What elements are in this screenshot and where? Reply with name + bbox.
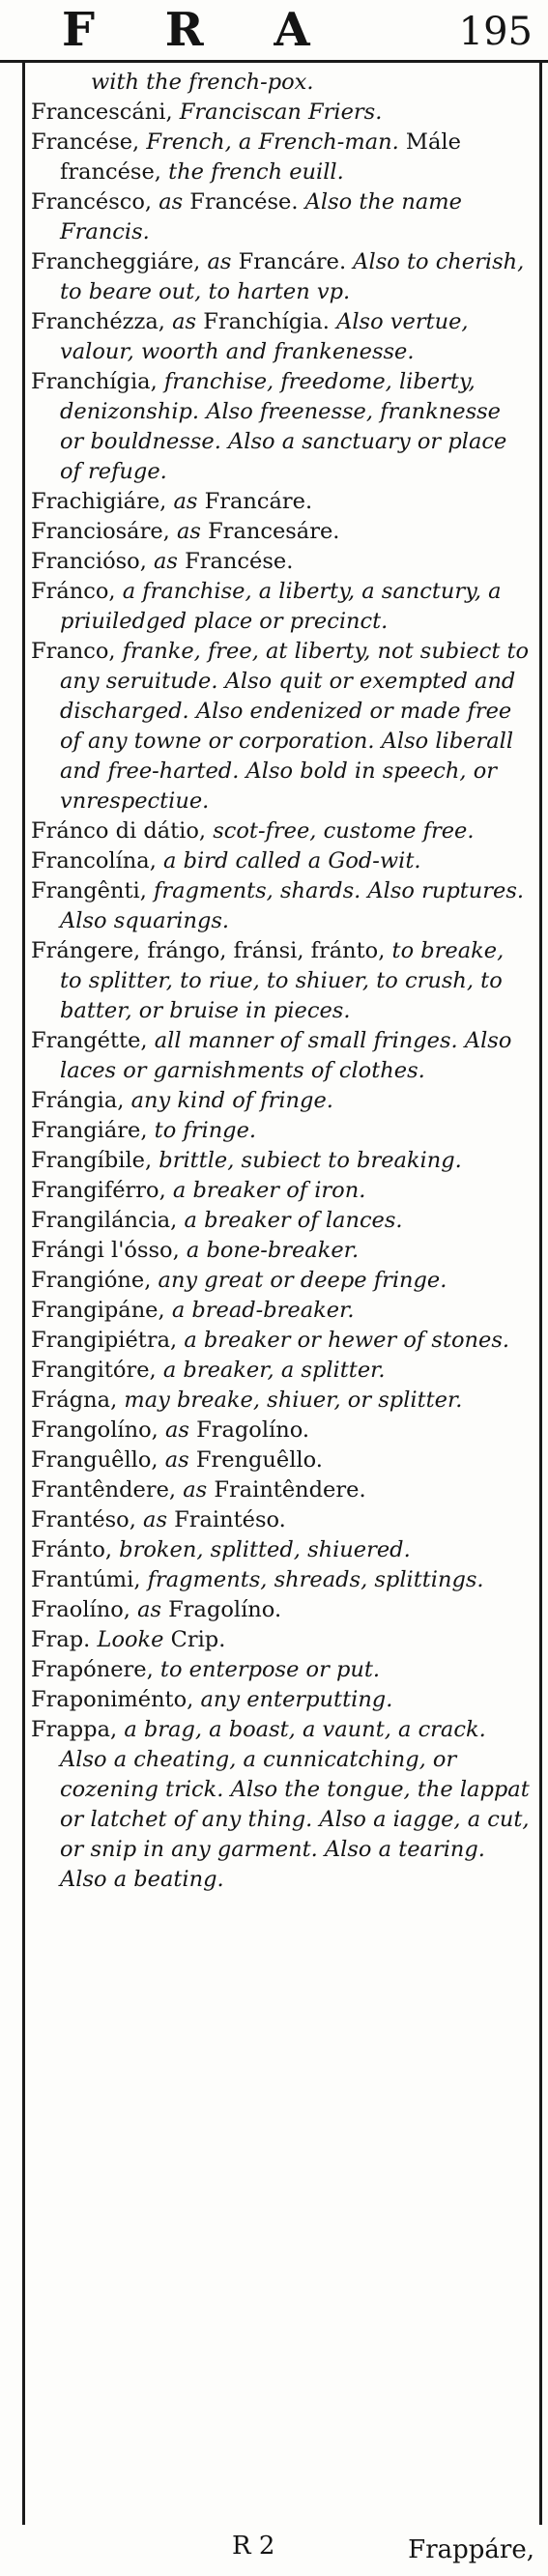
dictionary-entry [31,367,531,487]
definition: a breaker of iron. [172,1178,366,1203]
dictionary-entry [31,547,531,577]
headword: Franchígia, [31,369,164,394]
dictionary-entry [31,1266,531,1296]
dictionary-entry [31,1146,531,1176]
cross-reference: Fragolíno. [161,1597,282,1622]
headword: Franciosáre, [31,519,177,544]
dictionary-entry [31,517,531,547]
dictionary-entry [31,1595,531,1625]
dictionary-entry [31,846,531,876]
definition: franke, free, at liberty, not subiect to any seruitude. Also quit or exempted and discharged. Also endenized or made free of any towne or corporation. Also liberall and free-harted. Also bold in speech, or vnrespectiue. [60,639,530,814]
cross-reference: Francáre. [197,489,313,514]
definition: a bread-breaker. [171,1298,355,1323]
dictionary-entry [31,1086,531,1116]
dictionary-entry [31,936,531,1026]
headword: Frágna, [31,1388,125,1413]
dictionary-entry [31,1475,531,1505]
definition: fragments, shards. Also ruptures. Also squarings. [60,878,525,933]
definition: a franchise, a liberty, a sanctury, a priuiledged place or precinct. [60,579,502,634]
definition: to breake, to splitter, to riue, to shiuer, to crush, to batter, or bruise in pieces. [60,938,505,1023]
cross-reference: Franchígia. [196,309,337,334]
definition: French, a French-man. [146,129,399,155]
definition: any great or deepe fringe. [158,1268,447,1293]
headword: Frappa, [31,1717,125,1742]
headword: Frachigiáre, [31,489,174,514]
headword: Frangiláncia, [31,1208,185,1233]
entry-list [31,68,531,1895]
definition-extra: the french euill. [168,159,344,185]
definition: a breaker of lances. [184,1208,403,1233]
page-footer [0,2524,548,2576]
dictionary-entry [31,577,531,637]
dictionary-entry [31,1026,531,1086]
cross-reference: Francáre. [231,249,354,274]
definition: as [173,489,198,514]
signature-mark: R 2 [232,2532,275,2561]
dictionary-entry [31,128,531,187]
headword: Frángi l'ósso, [31,1238,187,1263]
dictionary-entry [31,1296,531,1326]
dictionary-entry [31,876,531,936]
headword: Fránco, [31,579,123,604]
column-rule-left [22,63,25,2525]
headword: Frangíbile, [31,1148,159,1173]
definition: a bird called a God-wit. [163,848,421,873]
headword: Frangênti, [31,878,155,903]
definition: with the french-pox. [91,70,314,95]
headword: Frap. [31,1627,98,1652]
dictionary-entry [31,637,531,816]
headword: Francése, [31,129,147,155]
cross-reference: Francése. [183,189,305,215]
headword: Fránto, [31,1537,120,1562]
dictionary-entry [31,1505,531,1535]
dictionary-entry [31,1206,531,1236]
headword: Franco, [31,639,123,664]
dictionary-entry [31,1326,531,1356]
dictionary-entry [31,1386,531,1416]
cross-reference: Francése. [177,549,294,574]
running-head: F R A [62,3,337,57]
dictionary-entry [31,98,531,128]
headword: Frángia, [31,1088,131,1113]
definition: as [137,1597,162,1622]
dictionary-entry [31,187,531,247]
cross-reference: Fraintêndere. [207,1477,366,1503]
definition: as [143,1507,167,1532]
definition: a breaker, a splitter. [162,1358,386,1383]
dictionary-entry [31,1116,531,1146]
cross-reference: Francesáre. [200,519,340,544]
headword: Frapónere, [31,1657,160,1682]
definition: as [207,249,232,274]
headword: Frangiférro, [31,1178,173,1203]
definition: as [172,309,197,334]
headword: Frangipiétra, [31,1328,185,1353]
cross-reference: Crip. [163,1627,226,1652]
definition: as [164,1417,189,1443]
dictionary-entry [31,1685,531,1715]
definition: as [183,1477,208,1503]
headword: Francióso, [31,549,155,574]
headword: Frangióne, [31,1268,159,1293]
definition: brittle, subiect to breaking. [159,1148,462,1173]
definition: a brag, a boast, a vaunt, a crack. Also a cheating, a cunnicatching, or cozening trick. Also the tongue, the lappat or latchet of any thing. Also a iagge, a cut, or snip in any garment. Also a tearing. Also a beating. [60,1717,530,1892]
dictionary-entry [31,1535,531,1565]
column-rule-right [539,63,542,2525]
cross-reference: Fraintéso. [167,1507,286,1532]
dictionary-entry [31,1416,531,1445]
dictionary-entry [31,1445,531,1475]
dictionary-entry [31,1236,531,1266]
headword: Francheggiáre, [31,249,208,274]
dictionary-entry [31,1655,531,1685]
dictionary-entry [31,1715,531,1895]
headword: Franguêllo, [31,1447,165,1473]
headword: Frángere, frángo, fránsi, fránto, [31,938,392,963]
headword: Fraolíno, [31,1597,138,1622]
definition: as [164,1447,189,1473]
headword: Frantêndere, [31,1477,184,1503]
definition: as [176,519,201,544]
cross-reference: Frenguêllo. [188,1447,323,1473]
headword: Frangolíno, [31,1417,165,1443]
headword: Francésco, [31,189,159,215]
definition: scot-free, custome free. [213,818,475,844]
headword: Francescáni, [31,100,180,125]
definition: Looke [97,1627,164,1652]
dictionary-entry [31,68,531,98]
definition: a bone-breaker. [186,1238,360,1263]
headword: Francolína, [31,848,164,873]
headword: Frangiáre, [31,1118,155,1143]
definition: franchise, freedome, liberty, denizonship. Also freenesse, franknesse or bouldnesse. Also a sanctuary or place of refuge. [60,369,507,484]
definition-extra: Also vertue, valour, woorth and frankenesse. [60,309,469,364]
headword: Frangétte, [31,1028,155,1053]
headword: Frantúmi, [31,1567,148,1592]
dictionary-entry [31,307,531,367]
definition: may breake, shiuer, or splitter. [124,1388,463,1413]
definition: all manner of small fringes. Also laces or garnishments of clothes. [60,1028,512,1083]
definition: fragments, shreads, splittings. [147,1567,484,1592]
catchword: Frappáre, [408,2535,534,2564]
dictionary-entry [31,816,531,846]
definition-extra: Also the name Francis. [60,189,462,244]
definition: to fringe. [154,1118,257,1143]
headword: Frangipáne, [31,1298,172,1323]
header-rule [0,60,548,63]
cross-reference: Mále francése, [60,129,461,185]
definition: a breaker or hewer of stones. [184,1328,510,1353]
dictionary-entry [31,487,531,517]
definition: as [159,189,184,215]
headword: Fraponiménto, [31,1687,201,1712]
definition-extra: Also to cherish, to beare out, to harten vp. [60,249,525,304]
definition: as [154,549,178,574]
headword: Fránco di dátio, [31,818,214,844]
dictionary-entry [31,1625,531,1655]
dictionary-entry [31,247,531,307]
definition: broken, splitted, shiuered. [119,1537,411,1562]
definition: any enterputting. [200,1687,393,1712]
page-header [0,0,548,64]
dictionary-entry [31,1176,531,1206]
page-number: 195 [458,10,533,54]
dictionary-entry [31,1356,531,1386]
headword: Frangitóre, [31,1358,163,1383]
headword: Franchézza, [31,309,173,334]
dictionary-entry [31,1565,531,1595]
definition: Franciscan Friers. [179,100,383,125]
definition: to enterpose or put. [159,1657,381,1682]
headword: Frantéso, [31,1507,144,1532]
cross-reference: Fragolíno. [188,1417,310,1443]
definition: any kind of fringe. [130,1088,333,1113]
